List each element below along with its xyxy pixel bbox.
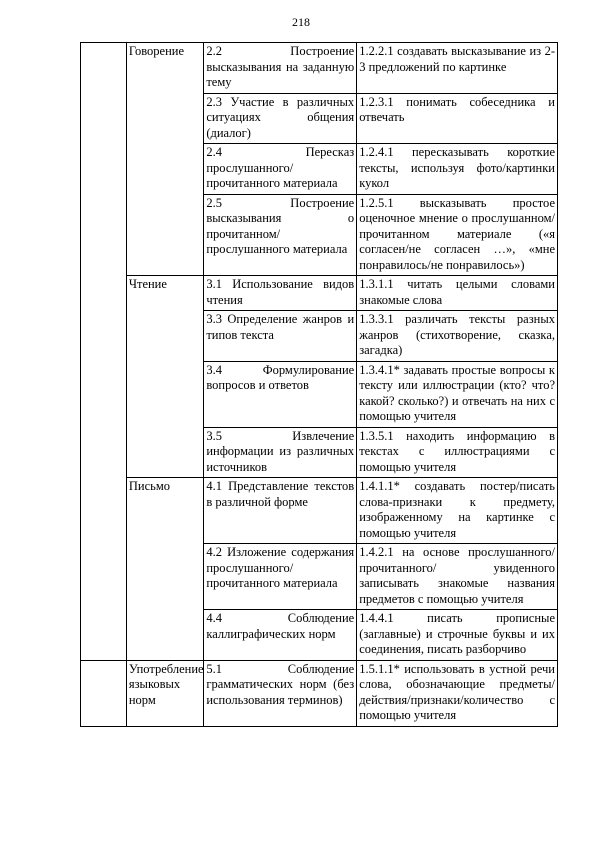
table-row — [81, 43, 558, 94]
subskill-cell: 3.1 Использование видов чтения — [204, 276, 357, 311]
subskill-cell: 3.5 Извлечение информации из различных источников — [204, 427, 357, 478]
subskill-cell: 2.5 Построение высказывания о прочитанном/прослушанного материала — [204, 194, 357, 276]
page-number: 218 — [292, 15, 310, 29]
objective-cell: 1.2.2.1 создавать высказывание из 2-3 предложений по картинке — [357, 43, 558, 94]
skill-cell: Говорение — [126, 43, 203, 276]
table-row — [81, 660, 558, 726]
subskill-cell: 3.4 Формулирование вопросов и ответов — [204, 361, 357, 427]
table-row — [81, 478, 558, 544]
objective-cell: 1.2.5.1 высказывать простое оценочное мнение о прослушанном/прочитанном материале («я согласен/не согласен …», «мне понравилось/не понравилось») — [357, 194, 558, 276]
skill-cell: Чтение — [126, 276, 203, 478]
blank-cell — [81, 660, 127, 726]
skill-cell: Употребление языковых норм — [126, 660, 203, 726]
objective-cell: 1.3.4.1* задавать простые вопросы к тексту или иллюстрации (кто? что? какой? сколько?) и отвечать на них с помощью учителя — [357, 361, 558, 427]
subskill-cell: 2.3 Участие в различных ситуациях общения (диалог) — [204, 93, 357, 144]
objective-cell: 1.2.3.1 понимать собеседника и отвечать — [357, 93, 558, 144]
blank-cell — [81, 43, 127, 661]
objective-cell: 1.2.4.1 пересказывать короткие тексты, используя фото/картинки кукол — [357, 144, 558, 195]
objective-cell: 1.3.5.1 находить информацию в текстах с иллюстрациями с помощью учителя — [357, 427, 558, 478]
subskill-cell: 4.4 Соблюдение каллиграфических норм — [204, 610, 357, 661]
objective-cell: 1.3.1.1 читать целыми словами знакомые слова — [357, 276, 558, 311]
subskill-cell: 2.2 Построение высказывания на заданную тему — [204, 43, 357, 94]
subskill-cell: 3.3 Определение жанров и типов текста — [204, 311, 357, 362]
objective-cell: 1.3.3.1 различать тексты разных жанров (стихотворение, сказка, загадка) — [357, 311, 558, 362]
subskill-cell: 5.1 Соблюдение грамматических норм (без использования терминов) — [204, 660, 357, 726]
curriculum-table — [80, 42, 558, 727]
objective-cell: 1.4.2.1 на основе прослушанного/ прочитанного/ увиденного записывать знакомые названия предметов с помощью учителя — [357, 544, 558, 610]
objective-cell: 1.4.4.1 писать прописные (заглавные) и строчные буквы и их соединения, писать разборчиво — [357, 610, 558, 661]
objective-cell: 1.5.1.1* использовать в устной речи слова, обозначающие предметы/действия/признаки/количество с помощью учителя — [357, 660, 558, 726]
objective-cell: 1.4.1.1* создавать постер/писать слова-признаки к предмету, изображенному на картинке с помощью учителя — [357, 478, 558, 544]
subskill-cell: 4.2 Изложение содержания прослушанного/прочитанного материала — [204, 544, 357, 610]
table-row — [81, 276, 558, 311]
subskill-cell: 2.4 Пересказ прослушанного/прочитанного материала — [204, 144, 357, 195]
subskill-cell: 4.1 Представление текстов в различной форме — [204, 478, 357, 544]
skill-cell: Письмо — [126, 478, 203, 661]
